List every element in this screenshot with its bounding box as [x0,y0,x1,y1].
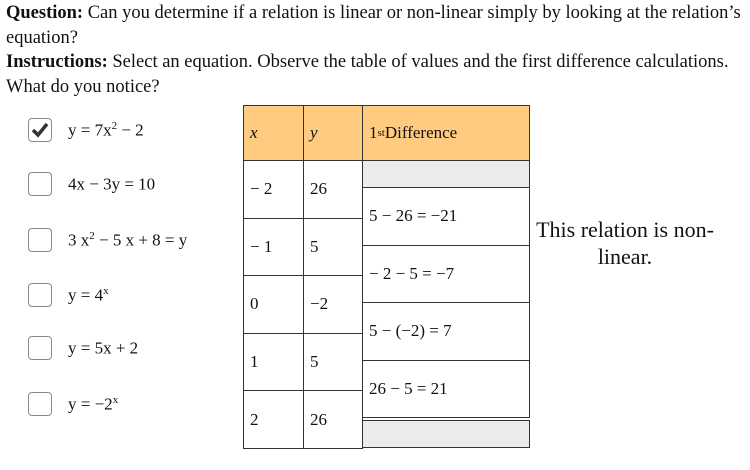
checkbox[interactable] [28,392,52,416]
conclusion-text: This relation is non-linear. [536,217,714,269]
y-cell: 26 [303,390,363,449]
checkbox[interactable] [28,118,52,142]
difference-cell: 5 − 26 = −21 [362,187,530,246]
equation-option[interactable] [28,281,109,309]
y-cell: 5 [303,333,363,392]
equation-label: $y = -2^x$ [68,393,119,414]
y-cell: −2 [303,275,363,334]
blank-cell [362,420,530,448]
equation-option[interactable] [28,226,187,254]
equation-option[interactable] [28,390,118,418]
x-cell: − 1 [243,218,304,277]
header-difference: 1 st Difference [362,105,530,161]
equation-label: y = 5x + 2 [68,338,139,358]
instructions-text: Instructions: Select an equation. Observe the table of values and the first difference calculations. What do you notice? [6,52,729,97]
equation-label: 4x − 3y = 10 [68,174,156,194]
x-cell: − 2 [243,160,304,219]
difference-cell: 5 − (−2) = 7 [362,302,530,361]
y-cell: 26 [303,160,363,219]
difference-cell: − 2 − 5 = −7 [362,245,530,304]
equation-label: $y = 4^x$ [68,284,109,305]
equation-label: 3 $x^2 - 5$ x + 8 = y [68,229,188,250]
x-cell: 1 [243,333,304,392]
equation-option[interactable] [28,170,155,198]
equation-option[interactable] [28,116,144,144]
blank-cell [362,160,530,188]
header-x: x [243,105,304,161]
x-cell: 2 [243,390,304,449]
checkbox[interactable] [28,228,52,252]
x-cell: 0 [243,275,304,334]
checkbox[interactable] [28,283,52,307]
checkbox[interactable] [28,172,52,196]
checkbox[interactable] [28,336,52,360]
equation-option[interactable] [28,334,138,362]
y-cell: 5 [303,218,363,277]
equation-label: $y = 7x^2 - 2$ [68,119,144,140]
header-y: y [303,105,363,161]
difference-cell: 26 − 5 = 21 [362,360,530,419]
question-text: Question: Can you determine if a relation is linear or non-linear simply by looking at the relation’s equation? [6,3,741,48]
checkmark-icon [31,122,49,138]
